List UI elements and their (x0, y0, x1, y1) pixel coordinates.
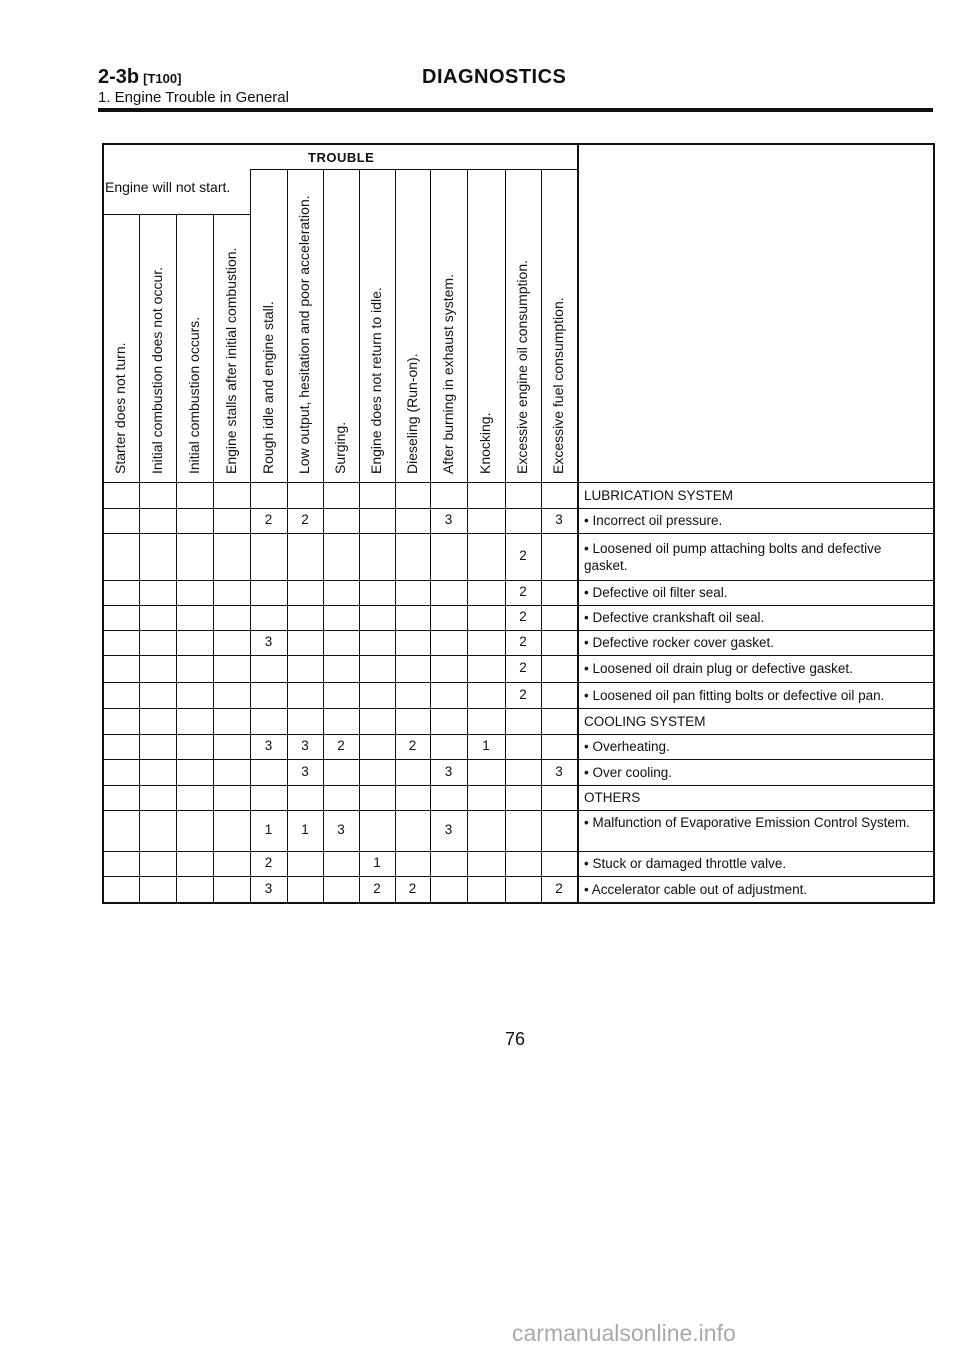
cause-description: • Overheating. (584, 739, 670, 754)
column-rule (139, 214, 140, 902)
probability-mark: 3 (301, 738, 309, 753)
probability-mark: 2 (519, 634, 527, 649)
cause-description: • Stuck or damaged throttle valve. (584, 856, 787, 871)
column-rule (359, 169, 360, 902)
cause-description: • Over cooling. (584, 764, 673, 780)
row-rule (102, 810, 933, 811)
probability-mark: 3 (337, 822, 345, 837)
probability-mark: 3 (264, 634, 273, 649)
probability-mark: 3 (301, 763, 309, 779)
row-rule (102, 605, 933, 606)
cause-description: • Defective crankshaft oil seal. (584, 610, 765, 625)
probability-mark: 2 (408, 880, 417, 896)
probability-mark: 2 (519, 686, 527, 702)
row-rule (102, 759, 933, 760)
row-rule (102, 482, 933, 483)
watermark: carmanualsonline.info (512, 1320, 736, 1346)
cause-description: • Loosened oil pan fitting bolts or defective oil pan. (584, 687, 885, 703)
column-rule (176, 214, 177, 902)
probability-mark: 2 (519, 660, 527, 675)
probability-mark: 2 (408, 738, 417, 753)
cause-description: • Accelerator cable out of adjustment. (584, 881, 808, 897)
probability-mark: 2 (519, 548, 527, 563)
engine-will-not-start-heading: Engine will not start. (105, 179, 231, 195)
trouble-heading-rule (250, 169, 577, 170)
trouble-column-header: Rough idle and engine stall. (259, 301, 276, 474)
table-border-bottom (102, 902, 933, 904)
trouble-column-header: Initial combustion occurs. (185, 316, 202, 474)
cause-description: • Malfunction of Evaporative Emission Control System. (584, 814, 910, 830)
table-border-right (933, 143, 935, 904)
probability-mark: 3 (264, 880, 273, 896)
probability-mark: 3 (444, 822, 453, 837)
probability-mark: 2 (519, 584, 527, 599)
column-rule (323, 169, 324, 902)
row-rule (102, 533, 933, 534)
probability-mark: 1 (301, 822, 309, 837)
page-title: DIAGNOSTICS (422, 66, 567, 88)
row-rule (102, 876, 933, 877)
row-rule (102, 785, 933, 786)
row-rule (102, 734, 933, 735)
probability-mark: 1 (264, 822, 273, 837)
cause-description: • Defective oil filter seal. (584, 585, 728, 600)
column-rule (505, 169, 506, 902)
trouble-column-header: Excessive fuel consumption. (550, 297, 566, 474)
column-rule (250, 169, 251, 902)
column-rule (541, 169, 542, 902)
trouble-column-header: Knocking. (477, 412, 493, 474)
cause-description: • Loosened oil drain plug or defective gasket. (584, 661, 853, 676)
trouble-column-header: Engine stalls after initial combustion. (222, 247, 239, 474)
cause-description: • Incorrect oil pressure. (584, 513, 723, 528)
column-rule (213, 214, 214, 902)
row-rule (102, 851, 933, 852)
probability-mark: 2 (264, 512, 273, 527)
probability-mark: 3 (444, 763, 453, 779)
row-rule (102, 630, 933, 631)
probability-mark: 3 (555, 763, 563, 779)
column-rule (467, 169, 468, 902)
row-rule (102, 508, 933, 509)
trouble-column-header: Excessive engine oil consumption. (514, 259, 530, 474)
trouble-desc-divider (577, 143, 579, 902)
column-rule (430, 169, 431, 902)
section-code: 2-3b [T100] (98, 66, 182, 88)
trouble-column-header: Low output, hesitation and poor acceleration. (296, 195, 312, 474)
cause-description: • Defective rocker cover gasket. (584, 635, 775, 650)
row-rule (102, 708, 933, 709)
cause-description: • Loosened oil pump attaching bolts and defective gasket. (584, 540, 882, 573)
probability-mark: 2 (519, 609, 527, 624)
trouble-column-header: Surging. (332, 421, 348, 474)
trouble-column-header: Initial combustion does not occur. (148, 266, 165, 474)
page-subtitle: 1. Engine Trouble in General (98, 89, 289, 106)
probability-mark: 1 (373, 855, 381, 870)
trouble-column-header: Starter does not turn. (111, 342, 128, 474)
probability-mark: 2 (264, 855, 273, 870)
trouble-column-header: Engine does not return to idle. (368, 287, 384, 474)
probability-mark: 2 (337, 738, 345, 753)
row-rule (102, 655, 933, 656)
probability-mark: 1 (482, 738, 490, 753)
probability-mark: 2 (301, 512, 309, 527)
row-rule (102, 682, 933, 683)
probability-mark: 3 (555, 512, 563, 527)
trouble-column-header: Dieseling (Run-on). (403, 353, 420, 474)
page-number: 76 (505, 1029, 526, 1049)
trouble-column-header: After burning in exhaust system. (439, 274, 456, 474)
section-heading: COOLING SYSTEM (584, 713, 706, 729)
probability-mark: 2 (373, 880, 381, 896)
probability-mark: 2 (555, 880, 563, 896)
probability-mark: 3 (444, 512, 453, 527)
section-heading: LUBRICATION SYSTEM (584, 487, 734, 503)
section-heading: OTHERS (584, 790, 641, 805)
table-border-top (102, 143, 933, 145)
column-rule (395, 169, 396, 902)
probability-mark: 3 (264, 738, 273, 753)
table-border-left (102, 143, 104, 904)
trouble-heading: TROUBLE (308, 150, 375, 165)
row-rule (102, 580, 933, 581)
column-rule (287, 169, 288, 902)
